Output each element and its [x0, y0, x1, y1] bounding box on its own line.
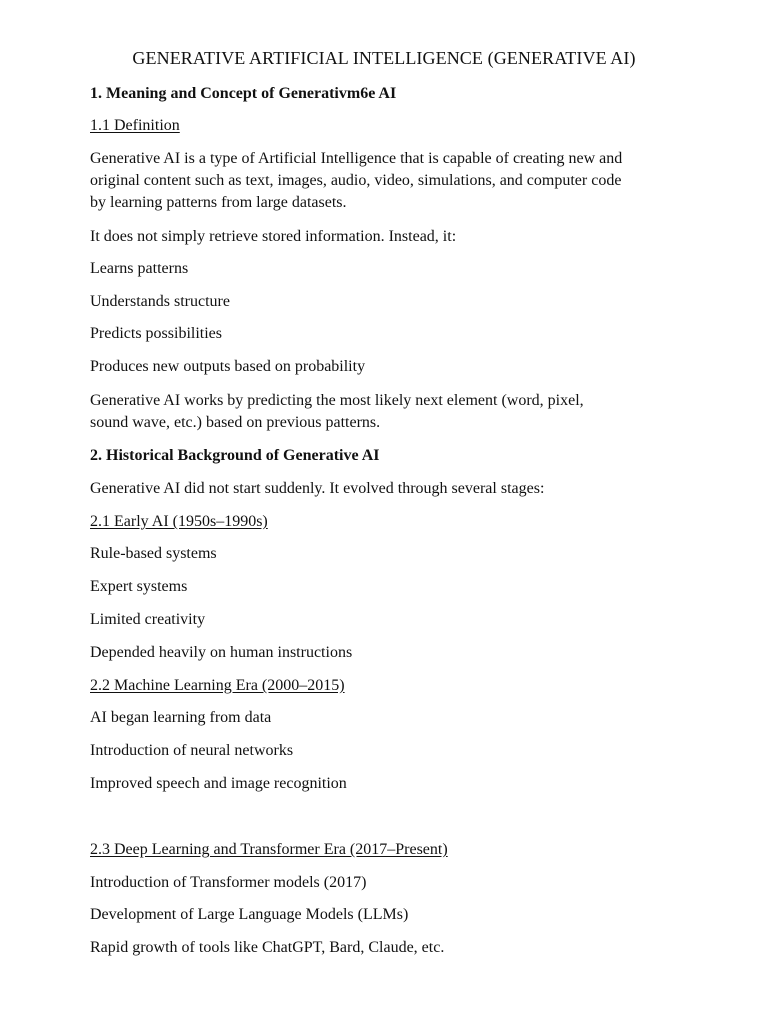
document-title: GENERATIVE ARTIFICIAL INTELLIGENCE (GENERATIVE AI) [132, 48, 636, 68]
subsection-2-1-heading: 2.1 Early AI (1950s–1990s) [90, 513, 268, 530]
list-item: Introduction of neural networks [90, 742, 294, 759]
list-item: AI began learning from data [90, 709, 272, 726]
list-item: Development of Large Language Models (LLMs) [90, 906, 409, 923]
list-item: Expert systems [90, 578, 188, 595]
list-item: Produces new outputs based on probability [90, 358, 366, 375]
history-intro-paragraph: Generative AI did not start suddenly. It evolved through several stages: [90, 480, 545, 497]
list-item: Limited creativity [90, 611, 206, 628]
subsection-1-1-heading: 1.1 Definition [90, 117, 180, 134]
list-item: Rule-based systems [90, 545, 217, 562]
prediction-paragraph-line-2: sound wave, etc.) based on previous patterns. [90, 414, 381, 431]
definition-paragraph-line-3: by learning patterns from large datasets. [90, 194, 347, 211]
list-item: Rapid growth of tools like ChatGPT, Bard, Claude, etc. [90, 939, 445, 956]
section-2-heading: 2. Historical Background of Generative AI [90, 447, 380, 464]
definition-paragraph-line-2: original content such as text, images, audio, video, simulations, and computer code [90, 172, 622, 189]
definition-paragraph-line-1: Generative AI is a type of Artificial Intelligence that is capable of creating new and [90, 150, 623, 167]
list-item: Learns patterns [90, 260, 189, 277]
prediction-paragraph-line-1: Generative AI works by predicting the most likely next element (word, pixel, [90, 392, 584, 409]
list-item: Depended heavily on human instructions [90, 644, 353, 661]
list-item: Introduction of Transformer models (2017) [90, 874, 367, 891]
list-item: Predicts possibilities [90, 325, 222, 342]
list-item: Improved speech and image recognition [90, 775, 347, 792]
subsection-2-2-heading: 2.2 Machine Learning Era (2000–2015) [90, 677, 345, 694]
list-item: Understands structure [90, 293, 230, 310]
subsection-2-3-heading: 2.3 Deep Learning and Transformer Era (2017–Present) [90, 841, 448, 858]
section-1-heading: 1. Meaning and Concept of Generativm6e AI [90, 85, 397, 102]
retrieval-paragraph: It does not simply retrieve stored information. Instead, it: [90, 228, 457, 245]
